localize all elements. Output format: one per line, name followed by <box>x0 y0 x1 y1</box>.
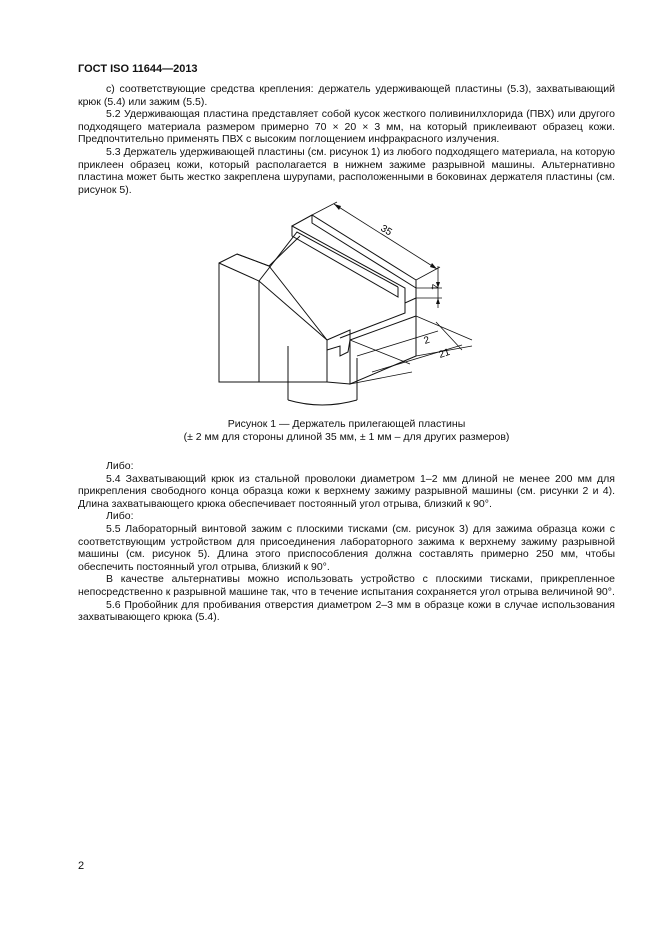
paragraph-libo-1: Либо: <box>106 460 134 472</box>
paragraph-5-6: 5.6 Пробойник для пробивания отверстия диаметром 2–3 мм в образце кожи в случае использования захватывающего крюка (5.4). <box>78 598 615 624</box>
text-block-bottom <box>78 460 615 624</box>
document-header: ГОСТ ISO 11644—2013 <box>78 63 198 75</box>
paragraph-5-3: 5.3 Держатель удерживающей пластины (см. рисунок 1) из любого подходящего материала, на которую приклеен образец кожи, который располагается в нижнем зажиме разрывной машины. Альтернативно пластина может быть жестко закреплена шурупами, расположенными в боковинах держателя пластины (см. рисунок 5). <box>78 145 615 196</box>
paragraph-5-5: 5.5 Лабораторный винтовой зажим с плоскими тисками (см. рисунок 3) для зажима образца кожи с соответствующим устройством для присоединения лабораторного зажима к верхнему зажиму разрывной машины (см. рисунок 5). Длина этого приспособления должна составлять примерно 250 мм, чтобы обеспечить постоянный угол отрыва, близкий к 90°. <box>78 522 615 573</box>
paragraph-libo-2: Либо: <box>106 510 134 523</box>
paragraph-5-4: 5.4 Захватывающий крюк из стальной проволоки диаметром 1–2 мм длиной не менее 200 мм для прикрепления свободного конца образца кожи к верхнему зажиму разрывной машины (см. рисунки 2 и 4). Длина захватывающего крюка обеспечивает постоянный угол отрыва, близкий к 90°. <box>78 472 615 510</box>
paragraph-alternative: В качестве альтернативы можно использовать устройство с плоскими тисками, прикрепленное непосредственно к разрывной машине так, что в течение испытания сохраняется угол отрыва величиной 90°. <box>78 573 615 598</box>
paragraph-5-2: 5.2 Удерживающая пластина представляет собой кусок жесткого поливинилхлорида (ПВХ) или другого подходящего материала размером примерно 70 × 20 × 3 мм, на который приклеивают образец кожи. Предпочтительно применять ПВХ с высоким поглощением инфракрасного излучения. <box>78 108 615 146</box>
dim-label-35: 35 <box>378 223 394 239</box>
text-block-top <box>78 83 615 196</box>
figure-1-drawing <box>200 196 490 408</box>
paragraph-c: с) соответствующие средства крепления: держатель удерживающей пластины (5.3), захватывающий крюк (5.4) или зажим (5.5). <box>78 83 615 108</box>
dim-label-4: 4 <box>428 284 439 290</box>
figure-caption: Рисунок 1 — Держатель прилегающей пластины <box>227 418 466 430</box>
figure-caption-note: (± 2 мм для стороны длиной 35 мм, ± 1 мм – для других размеров) <box>183 431 510 443</box>
dim-label-2: 2 <box>422 334 432 347</box>
dim-label-21: 21 <box>437 346 452 361</box>
page-number: 2 <box>78 860 85 872</box>
